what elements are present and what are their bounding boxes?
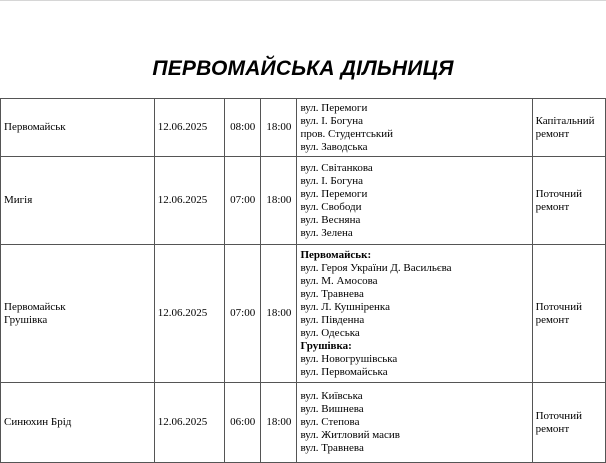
street-name: вул. Вишнева [300,403,364,415]
start-time-cell: 08:00 [225,99,261,157]
street-name: пров. Студентський [300,127,394,140]
street-name: вул. Зелена [300,226,353,239]
work-type-cell [532,245,605,383]
work-type-cell [532,383,605,463]
street-name: вул. Степова [300,416,360,428]
street-name: вул. Травнева [300,287,364,300]
end-time-cell: 18:00 [261,157,297,245]
table-row [1,157,606,245]
street-name: вул. Травнева [300,442,364,454]
start-time-cell: 07:00 [225,245,261,383]
settlement-name: Грушівка [4,313,48,326]
settlement-cell [1,245,155,383]
start-time-cell: 07:00 [225,157,261,245]
schedule-body [1,99,606,463]
streets-cell [297,383,532,463]
work-type-text: ремонт [535,127,570,140]
street-name: вул. Світанкова [300,161,373,174]
streets-cell [297,157,532,245]
street-name: вул. Свободи [300,200,362,213]
street-name: вул. Житловий масив [300,429,400,441]
work-type-text: Капітальний [535,114,595,127]
street-name: вул. Перемоги [300,187,368,200]
work-type-cell [532,157,605,245]
street-name: вул. Героя України Д. Васильєва [300,261,452,274]
work-type-text: Поточний [535,300,582,313]
settlement-name: Синюхин Брід [4,416,72,428]
date-cell: 12.06.2025 [154,157,224,245]
street-name: вул. Одеська [300,326,360,339]
end-time-cell: 18:00 [261,245,297,383]
settlement-group-heading: Грушівка: [300,339,352,352]
outage-schedule-table [0,98,606,463]
work-type-text: ремонт [535,313,570,326]
date-cell: 12.06.2025 [154,383,224,463]
work-type-text: ремонт [535,200,570,213]
date-cell: 12.06.2025 [154,245,224,383]
street-name: вул. Л. Кушніренка [300,300,390,313]
settlement-group-heading: Первомайськ: [300,248,372,261]
page-title: ПЕРВОМАЙСЬКА ДІЛЬНИЦЯ [152,57,454,80]
street-name: вул. І. Богуна [300,174,364,187]
table-row [1,383,606,463]
street-name: вул. Перемоги [300,101,368,114]
street-name: вул. Київська [300,390,363,402]
settlement-name: Первомайськ [4,300,66,313]
street-name: вул. Південна [300,313,365,326]
work-type-text: Поточний [535,187,582,200]
top-divider [0,0,606,1]
end-time-cell: 18:00 [261,99,297,157]
end-time-cell: 18:00 [261,383,297,463]
start-time-cell: 06:00 [225,383,261,463]
street-name: вул. М. Амосова [300,274,378,287]
street-name: вул. Весняна [300,213,361,226]
streets-cell [297,245,532,383]
street-name: вул. Первомайська [300,365,388,378]
street-name: вул. Заводська [300,140,368,153]
work-type-text: ремонт [535,422,570,435]
settlement-name: Мигія [4,194,33,206]
street-name: вул. Новогрушівська [300,352,398,365]
streets-cell [297,99,532,157]
settlement-cell [1,383,155,463]
settlement-cell [1,157,155,245]
table-row [1,99,606,157]
settlement-cell [1,99,155,157]
work-type-cell [532,99,605,157]
settlement-name: Первомайськ [4,121,66,133]
table-row [1,245,606,383]
work-type-text: Поточний [535,409,582,422]
street-name: вул. І. Богуна [300,114,364,127]
date-cell: 12.06.2025 [154,99,224,157]
